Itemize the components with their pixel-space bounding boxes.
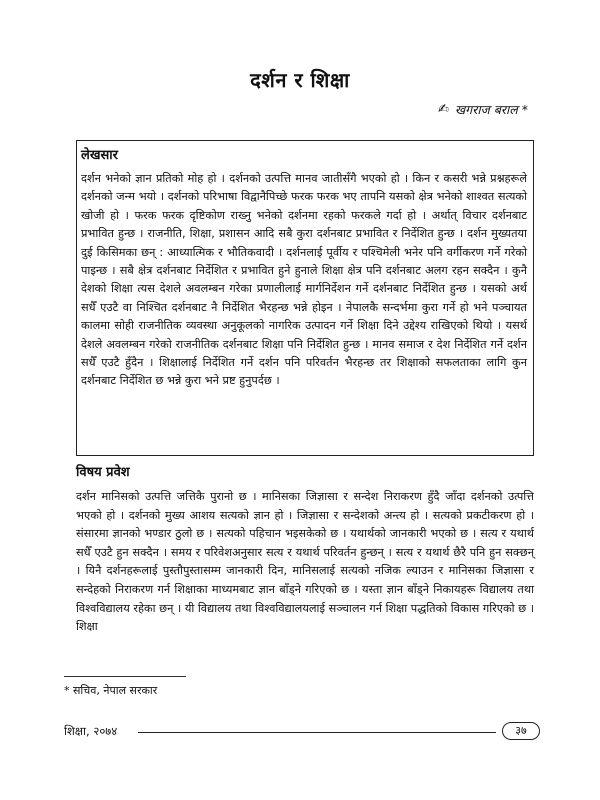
article-title: दर्शन र शिक्षा bbox=[250, 68, 350, 92]
footnote: * सचिव, नेपाल सरकार bbox=[64, 684, 158, 697]
footnote-divider bbox=[64, 676, 186, 677]
footer-rule bbox=[138, 732, 496, 733]
abstract-text: दर्शन भनेको ज्ञान प्रतिको मोह हो । दर्शनको उत्पत्ति मानव जातीसँगै भएको हो । किन र कसरी भन्ने प्रश्नहरूले दर्शनको जन्म भयो । दर्शनको परिभाषा विद्वानैपिच्छे फरक फरक भए तापनि यसको क्षेत्र भनेको शाश्वत सत्यको खोजी हो । फरक फरक दृष्टिकोण राख्नु भनेको दर्शनमा रहको फरकले गर्दा हो । अर्थात् विचार दर्शनबाट प्रभावित हुन्छ । राजनीति, शिक्षा, प्रशासन आदि सबै कुरा दर्शनबाट प्रभावित र निर्देशित हुन्छ । दर्शन मुख्यतया दुई किसिमका छन् : आध्यात्मिक र भौतिकवादी । दर्शनलाई पूर्वीय र पश्चिमेली भनेर पनि वर्गीकरण गर्ने गरेको पाइन्छ । सबै क्षेत्र दर्शनबाट निर्देशित र प्रभावित हुने हुनाले शिक्षा क्षेत्र पनि दर्शनबाट अलग रहन सक्दैन । कुनै देशको शिक्षा त्यस देशले अवलम्बन गरेका प्रणालीलाई मार्गनिर्देशन गर्ने दर्शनबाट निर्देशित हुन्छ । यसको अर्थ सधैँ एउटै वा निश्चित दर्शनबाट नै निर्देशित भैरहन्छ भन्ने होइन । नेपालकै सन्दर्भमा कुरा गर्ने हो भने पञ्चायत कालमा सोही राजनीतिक व्यवस्था अनुकूलको नागरिक उत्पादन गर्ने शिक्षा दिने उद्देश्य राखिएको थियो । यसर्थ देशले अवलम्बन गरेको राजनीतिक दर्शनबाट शिक्षा पनि निर्देशित हुन्छ । मानव समाज र देश निर्देशित गर्ने दर्शन सधैँ एउटै हुँदैन । शिक्षालाई निर्देशित गर्ने दर्शन पनि परिवर्तन भैरहन्छ तर शिक्षाको सफलताका लागि कुन दर्शनबाट निर्देशित छ भन्ने कुरा भने प्रष्ट हुनुपर्दछ । bbox=[81, 172, 527, 388]
author-line bbox=[438, 101, 528, 118]
author-name: खगराज बराल * bbox=[454, 102, 528, 117]
page-number: ३७ bbox=[502, 722, 540, 740]
section-heading: विषय प्रवेश bbox=[76, 465, 130, 480]
body-paragraph: दर्शन मानिसको उत्पत्ति जत्तिकै पुरानो छ । मानिसका जिज्ञासा र सन्देश निराकरण हुँदै जाँदा दर्शनको उत्पत्ति भएको हो । दर्शनको मुख्य आशय सत्यको ज्ञान हो । जिज्ञासा र सन्देशको अन्त्य हो । सत्यको प्रकटीकरण हो । संसारमा ज्ञानको भण्डार ठुलो छ । सत्यको पहिचान भइसकेको छ । यथार्थको जानकारी भएको छ । सत्य र यथार्थ सधैँ एउटै हुन सक्दैन । समय र परिवेशअनुसार सत्य र यथार्थ परिवर्तन हुन्छन् । सत्य र यथार्थ छैरै पनि हुन सक्छन् । यिनै दर्शनहरूलाई पुस्तौपुस्तासम्म जानकारी दिन, मानिसलाई सत्यको नजिक ल्याउन र मानिसका जिज्ञासा र सन्देहको निराकरण गर्न शिक्षाका माध्यमबाट ज्ञान बाँड्ने गरिएको छ । यस्ता ज्ञान बाँड्ने निकायहरू विद्यालय तथा विश्वविद्यालय रहेका छन् । यी विद्यालय तथा विश्वविद्यालयलाई सञ्चालन गर्न शिक्षा पद्धतिको विकास गरिएको छ । शिक्षा bbox=[76, 490, 534, 634]
abstract-box bbox=[76, 140, 534, 456]
pen-hand-icon: ✍ bbox=[438, 102, 449, 117]
journal-label: शिक्षा, २०७४ bbox=[64, 724, 118, 738]
page-footer bbox=[64, 722, 540, 742]
abstract-heading: लेखसार bbox=[81, 148, 118, 163]
